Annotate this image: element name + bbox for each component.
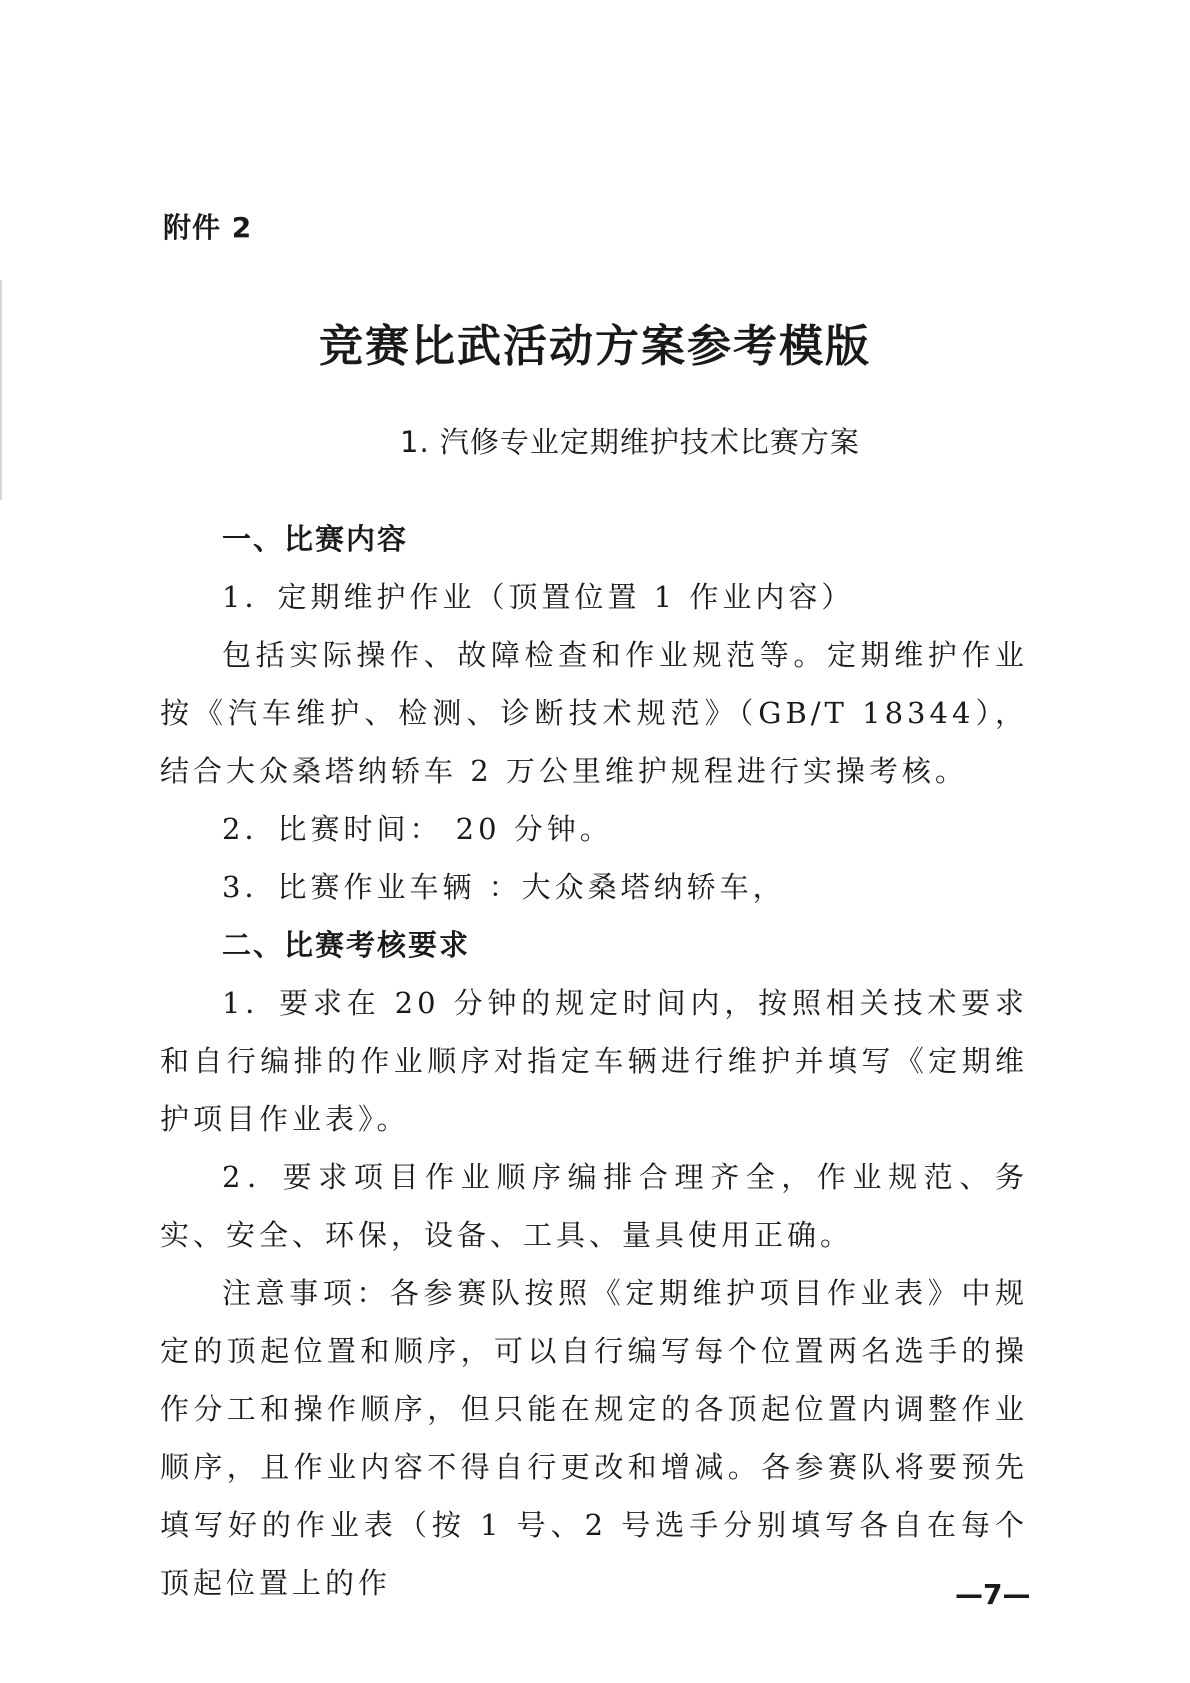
page-number: —7— (955, 1578, 1031, 1611)
paragraph-maintenance-scope: 包括实际操作、故障检查和作业规范等。定期维护作业按《汽车维护、检测、诊断技术规范》（GB/T 18344），结合大众桑塔纳轿车 2 万公里维护规程进行实操考核。 (160, 638, 1028, 788)
paragraph-maintenance-task: 1．定期维护作业（顶置位置 1 作业内容） (222, 580, 855, 614)
section-heading-2: 二、比赛考核要求 (222, 928, 471, 962)
paragraph-requirement-2: 2．要求项目作业顺序编排合理齐全，作业规范、务实、安全、环保，设备、工具、量具使用正确。 (160, 1160, 1028, 1252)
paragraph-notes: 注意事项：各参赛队按照《定期维护项目作业表》中规定的顶起位置和顺序，可以自行编写每个位置两名选手的操作分工和操作顺序，但只能在规定的各顶起位置内调整作业顺序，且作业内容不得自行更改和增减。各参赛队将要预先填写好的作业表（按 1 号、2 号选手分别填写各自在每个顶起位置上的作 (160, 1276, 1028, 1600)
main-title: 竞赛比武活动方案参考模版 (319, 321, 871, 372)
sub-title: 1. 汽修专业定期维护技术比赛方案 (400, 425, 860, 459)
paragraph-competition-vehicle: 3．比赛作业车辆 ：大众桑塔纳轿车， (222, 870, 786, 904)
document-body (160, 510, 1031, 1612)
attachment-label: 附件 2 (163, 211, 253, 244)
paragraph-competition-time: 2．比赛时间： 20 分钟。 (222, 812, 613, 846)
paragraph-requirement-1: 1．要求在 20 分钟的规定时间内，按照相关技术要求和自行编排的作业顺序对指定车辆进行维护并填写《定期维护项目作业表》。 (160, 986, 1028, 1136)
section-heading-1: 一、比赛内容 (222, 522, 409, 556)
